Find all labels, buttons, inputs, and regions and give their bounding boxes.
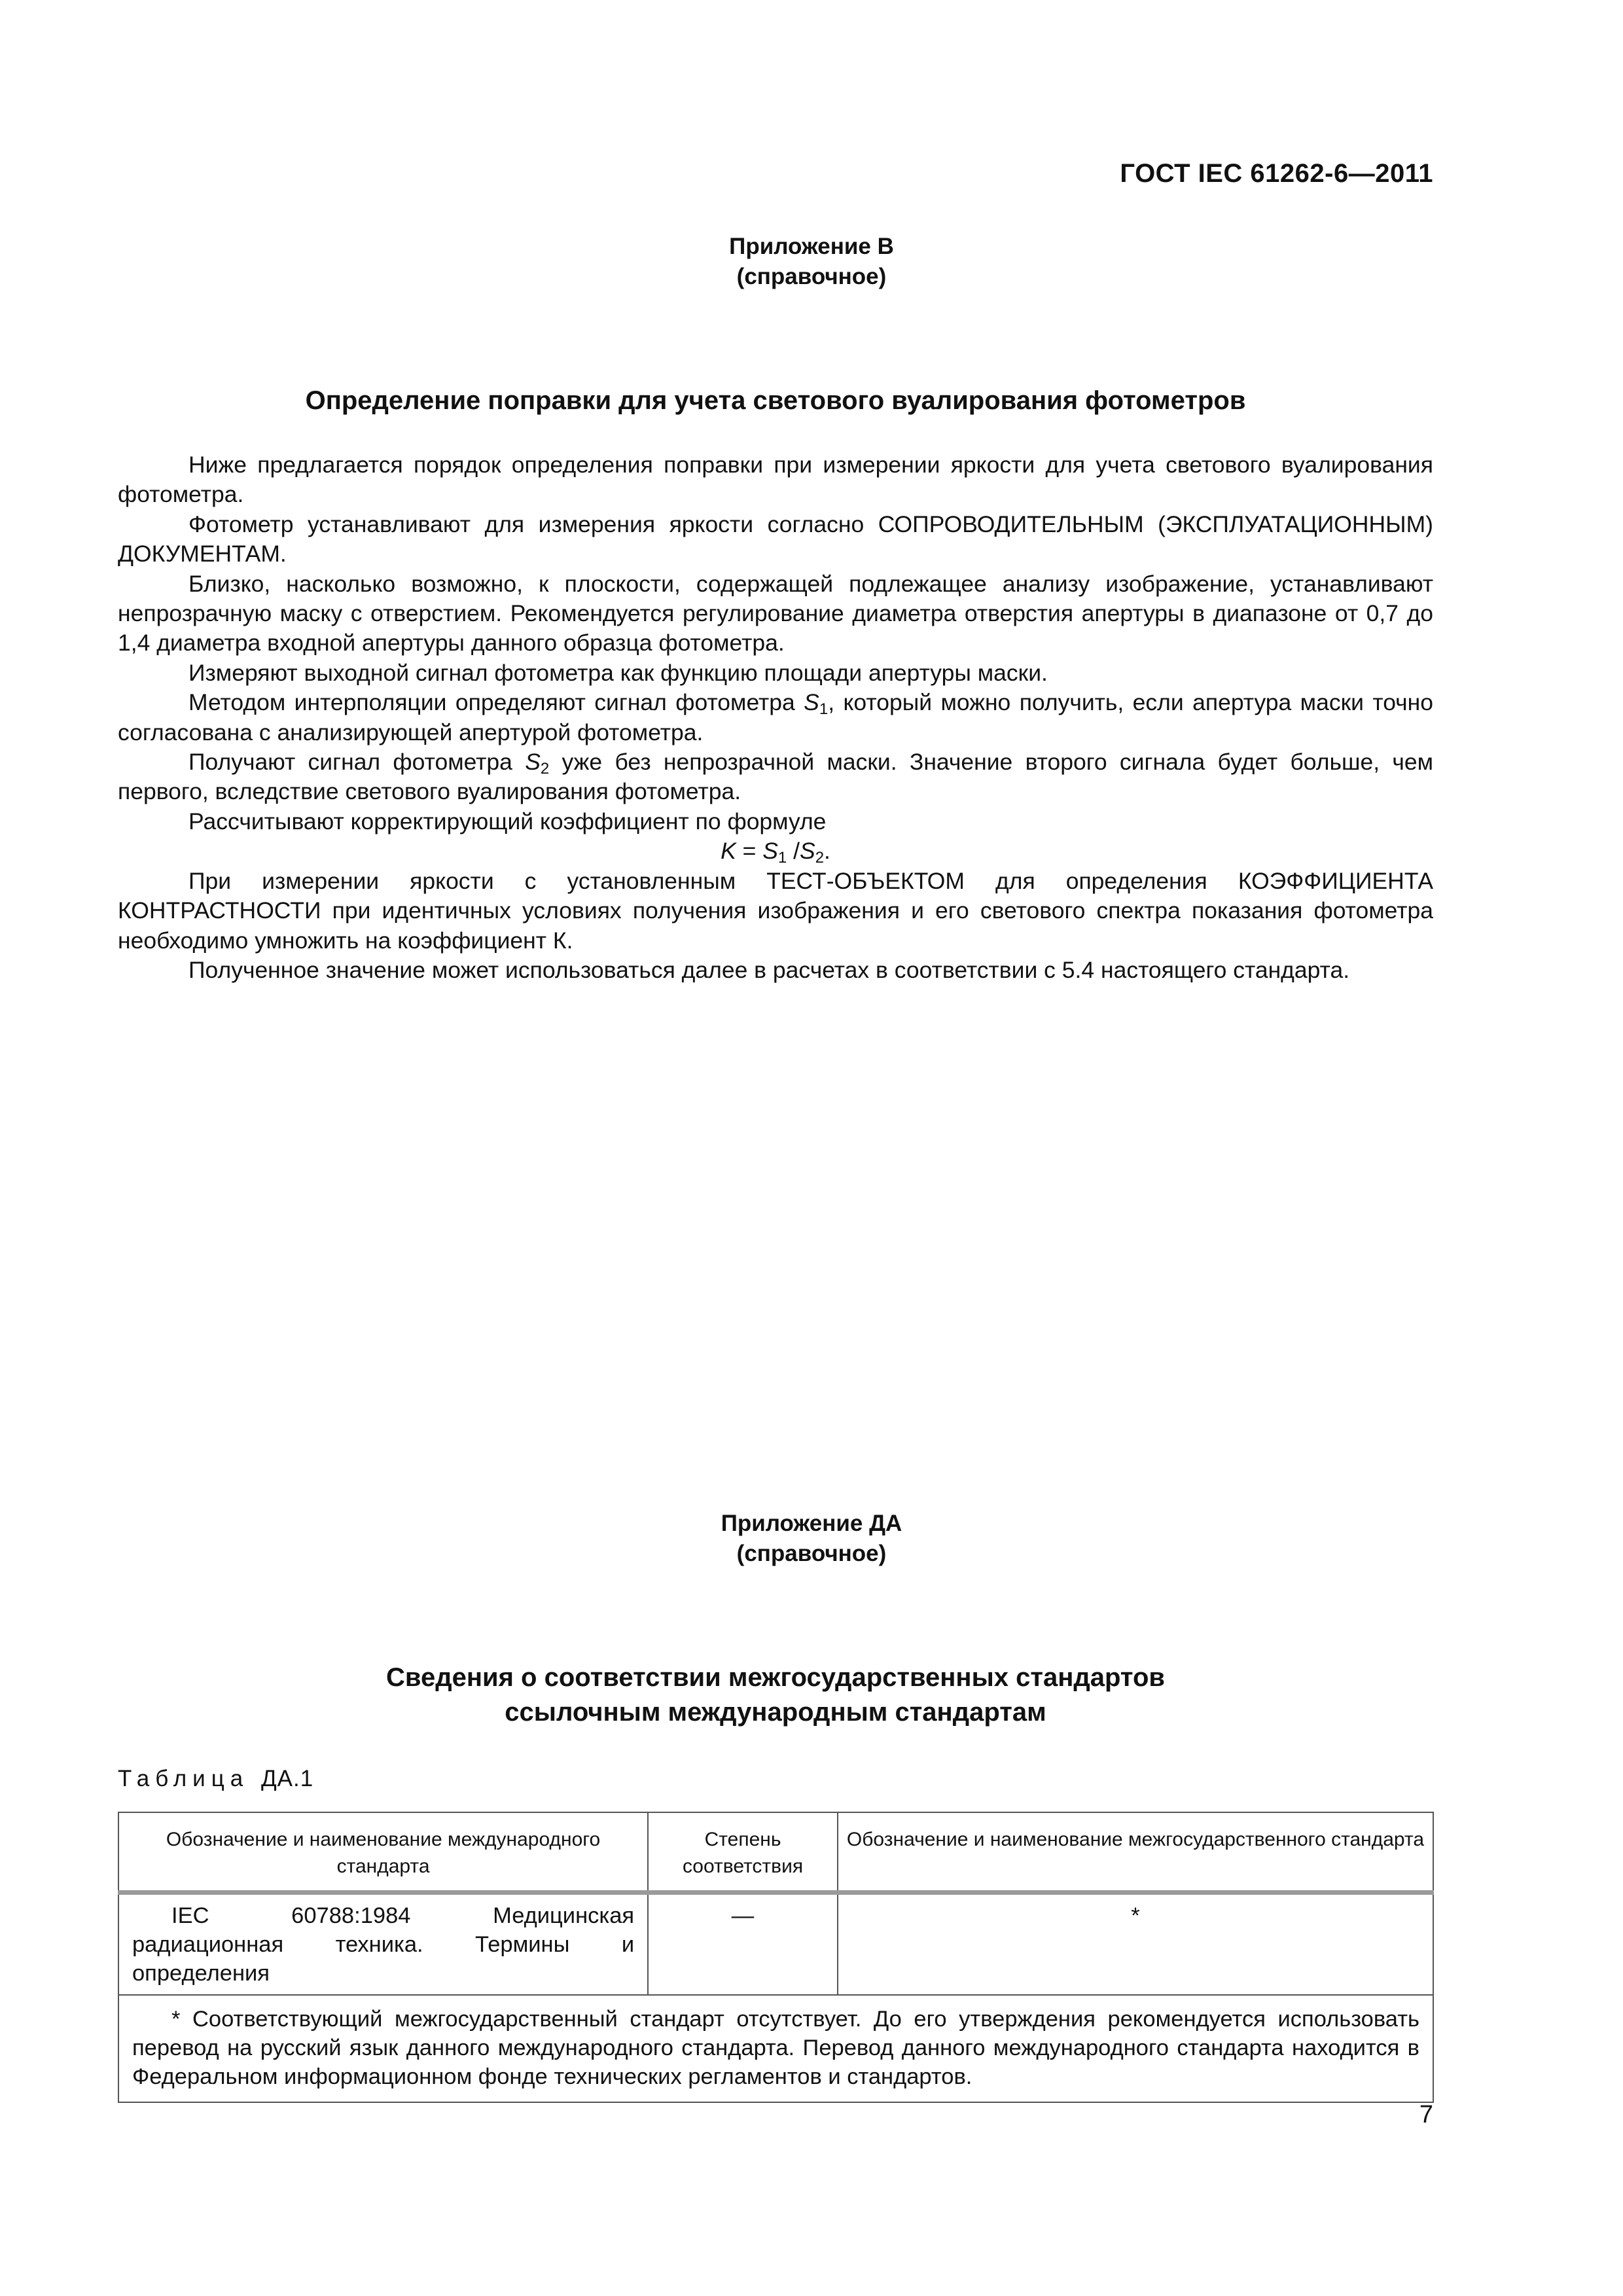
period: . xyxy=(824,838,830,865)
table-row xyxy=(118,1893,1433,1996)
paragraph: Фотометр устанавливают для измерения яркости согласно СОПРОВОДИТЕЛЬНЫМ (ЭКСПЛУАТАЦИОННЫМ) ДОКУМЕНТАМ. xyxy=(118,511,1433,567)
cell-national-standard: * xyxy=(838,1893,1433,1996)
table-footnote-row xyxy=(118,1995,1433,2102)
page-number: 7 xyxy=(1419,2101,1433,2128)
paragraph-text: Получают сигнал фотометра xyxy=(188,749,526,776)
correspondence-table xyxy=(118,1812,1434,2103)
paragraph: Ниже предлагается порядок определения поправки при измерении яркости для учета светового вуалирования фотометра. xyxy=(118,452,1433,508)
table-header-row xyxy=(118,1812,1433,1893)
cell-intl-standard: IEC 60788:1984 Медицинская радиационная техника. Термины и определения xyxy=(118,1893,648,1996)
symbol-s: S xyxy=(525,749,541,776)
annex-b-status: (справочное) xyxy=(736,264,887,289)
header-degree: Степень соответствия xyxy=(648,1812,838,1893)
annex-da-title-line1: Сведения о соответствии межгосударственных стандартов xyxy=(386,1663,1165,1692)
table-label xyxy=(118,1766,313,1792)
standard-code: ГОСТ IEC 61262-6—2011 xyxy=(1120,159,1433,188)
slash: / xyxy=(787,838,800,865)
formula xyxy=(118,836,1433,866)
paragraph-text: Методом интерполяции определяют сигнал фотометра xyxy=(188,689,804,716)
symbol-k: K xyxy=(721,838,736,865)
paragraph: Измеряют выходной сигнал фотометра как функцию площади апертуры маски. xyxy=(188,659,1048,686)
equals-sign: = xyxy=(736,838,763,865)
annex-da-title-line2: ссылочным международным стандартам xyxy=(505,1698,1046,1727)
paragraph: Близко, насколько возможно, к плоскости, содержащей подлежащее анализу изображение, устанавливают непрозрачную маску с отверстием. Рекомендуется регулирование диаметра отверстия апертуры в диапазоне от 0,7 до 1,4 диаметра входной апертуры данного образца фотометра. xyxy=(118,570,1433,656)
subscript-2: 2 xyxy=(815,849,825,867)
subscript-1: 1 xyxy=(819,700,829,719)
subscript-2: 2 xyxy=(540,760,550,778)
paragraph: Рассчитывают корректирующий коэффициент по формуле xyxy=(188,808,827,834)
annex-da-heading: Приложение ДА xyxy=(721,1511,902,1536)
paragraph xyxy=(118,747,1433,807)
header-intl-standard: Обозначение и наименование международного стандарта xyxy=(118,1812,648,1893)
symbol-s: S xyxy=(762,838,778,865)
symbol-s: S xyxy=(804,689,819,716)
cell-degree: — xyxy=(648,1893,838,1996)
annex-b-body xyxy=(118,450,1433,985)
header-national-standard: Обозначение и наименование межгосударственного стандарта xyxy=(838,1812,1433,1893)
annex-b-title: Определение поправки для учета светового вуалирования фотометров xyxy=(305,386,1246,415)
table-footnote: * Соответствующий межгосударственный стандарт отсутствует. До его утверждения рекомендуется использовать перевод на русский язык данного международного стандарта. Перевод данного международного стандарта находится в Федеральном информационном фонде технических регламентов и стандартов. xyxy=(118,1995,1433,2102)
paragraph: Полученное значение может использоваться далее в расчетах в соответствии с 5.4 настоящего стандарта. xyxy=(188,956,1350,983)
symbol-s: S xyxy=(800,838,815,865)
paragraph-text: , который можно получить, если апертура маски точно согласована с анализирующей апертурой фотометра. xyxy=(118,689,1433,745)
annex-da-status: (справочное) xyxy=(736,1541,887,1566)
paragraph: При измерении яркости с установленным ТЕСТ-ОБЪЕКТОМ для определения КОЭФФИЦИЕНТА КОНТРАСТНОСТИ при идентичных условиях получения изображения и его светового спектра показания фотометра необходимо умножить на коэффициент К. xyxy=(118,867,1433,954)
annex-b-heading: Приложение В xyxy=(729,234,894,259)
table-label-word: Таблица xyxy=(118,1766,249,1791)
paragraph-text: уже без непрозрачной маски. Значение второго сигнала будет больше, чем первого, вследствие светового вуалирования фотометра. xyxy=(118,749,1433,805)
table-label-number: ДА.1 xyxy=(260,1766,314,1791)
paragraph xyxy=(118,688,1433,747)
subscript-1: 1 xyxy=(777,849,787,867)
